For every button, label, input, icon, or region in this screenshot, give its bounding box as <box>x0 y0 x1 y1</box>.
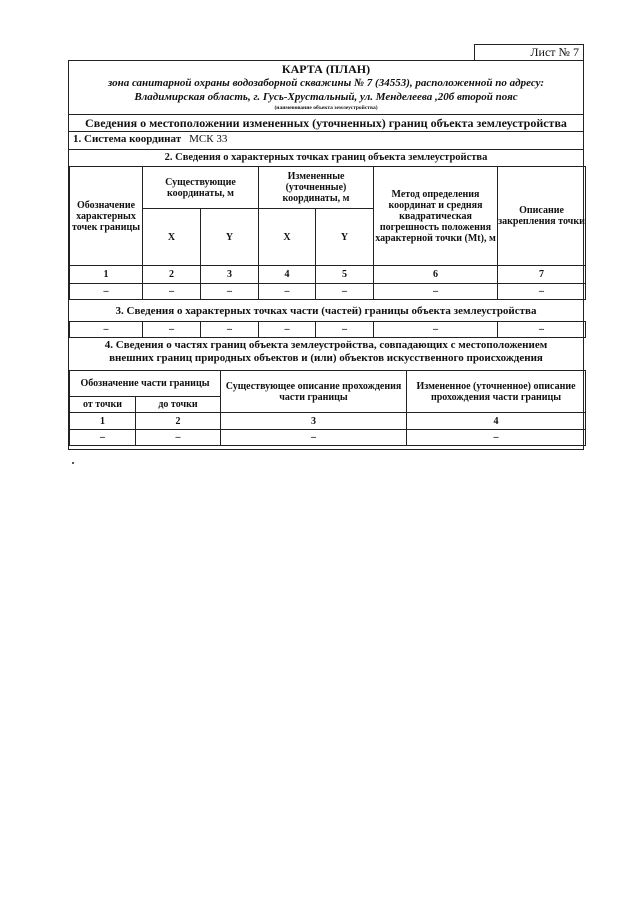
divider <box>69 114 583 115</box>
col-existing-coords: Существующие координаты, м <box>143 167 259 209</box>
col-boundary-part: Обозначение части границы <box>70 371 221 397</box>
divider <box>69 131 583 132</box>
col-number: 4 <box>259 266 316 284</box>
table-cell: – <box>407 430 586 446</box>
col-number: 3 <box>221 413 407 430</box>
table-cell: – <box>221 430 407 446</box>
col-number: 4 <box>407 413 586 430</box>
col-method: Метод определения координат и средняя квадратическая погрешность положения характерной точки (Mt), м <box>374 167 498 266</box>
col-y-existing: Y <box>201 209 259 266</box>
table-cell: – <box>201 322 259 338</box>
table-cell: – <box>374 284 498 300</box>
table-cell: – <box>259 284 316 300</box>
table-cell: – <box>316 322 374 338</box>
col-x-existing: X <box>143 209 201 266</box>
col-number: 1 <box>70 413 136 430</box>
part-points-table <box>69 321 586 338</box>
object-description-line2: Владимирская область, г. Гусь-Хрустальный, ул. Менделеева ,20б второй пояс <box>134 91 518 103</box>
section4-heading <box>69 339 583 365</box>
coordinate-system <box>73 133 227 145</box>
object-description-line1: зона санитарной охраны водозаборной скважины № 7 (34553), расположенной по адресу: <box>107 77 545 89</box>
table-cell: – <box>374 322 498 338</box>
table-cell: – <box>316 284 374 300</box>
table-cell: – <box>143 322 201 338</box>
col-x-changed: X <box>259 209 316 266</box>
col-y-changed: Y <box>316 209 374 266</box>
divider <box>69 149 583 150</box>
col-fixing: Описание закрепления точки <box>498 167 586 266</box>
object-caption: (наименование объекта землеустройства) <box>274 105 378 111</box>
coordinate-system-label: 1. Система координат <box>73 133 182 145</box>
col-number: 3 <box>201 266 259 284</box>
scan-speck <box>72 462 74 464</box>
table-cell: – <box>259 322 316 338</box>
col-number: 2 <box>136 413 221 430</box>
table-cell: – <box>70 322 143 338</box>
section4-heading-line2: внешних границ природных объектов и (или) объектов искусственного происхождения <box>109 352 543 364</box>
col-number: 6 <box>374 266 498 284</box>
document-title: КАРТА (ПЛАН) <box>281 62 371 76</box>
table-cell: – <box>498 322 586 338</box>
section1-heading: Сведения о местоположении измененных (уточненных) границ объекта землеустройства <box>85 116 567 130</box>
section3-heading: 3. Сведения о характерных точках части (частей) границы объекта землеустройства <box>115 305 537 317</box>
section2-heading: 2. Сведения о характерных точках границ объекта землеустройства <box>164 152 488 163</box>
boundary-parts-table <box>69 370 586 446</box>
table-cell: – <box>201 284 259 300</box>
col-number: 7 <box>498 266 586 284</box>
section4-heading-line1: 4. Сведения о частях границ объекта землеустройства, совпадающих с местоположением <box>104 339 548 351</box>
table-cell: – <box>70 284 143 300</box>
characteristic-points-table <box>69 166 586 300</box>
col-number: 1 <box>70 266 143 284</box>
col-existing-description: Существующее описание прохождения части границы <box>221 371 407 413</box>
col-changed-coords: Измененные (уточненные) координаты, м <box>259 167 374 209</box>
col-number: 5 <box>316 266 374 284</box>
col-number: 2 <box>143 266 201 284</box>
col-changed-description: Измененное (уточненное) описание прохождения части границы <box>407 371 586 413</box>
col-from-point: от точки <box>70 397 136 413</box>
table-cell: – <box>136 430 221 446</box>
map-plan-form <box>68 60 584 450</box>
coordinate-system-value: МСК 33 <box>189 133 228 145</box>
sheet-number: Лист № 7 <box>474 44 584 60</box>
col-to-point: до точки <box>136 397 221 413</box>
table-cell: – <box>498 284 586 300</box>
col-designation: Обозначение характерных точек границы <box>70 167 143 266</box>
table-cell: – <box>70 430 136 446</box>
table-cell: – <box>143 284 201 300</box>
